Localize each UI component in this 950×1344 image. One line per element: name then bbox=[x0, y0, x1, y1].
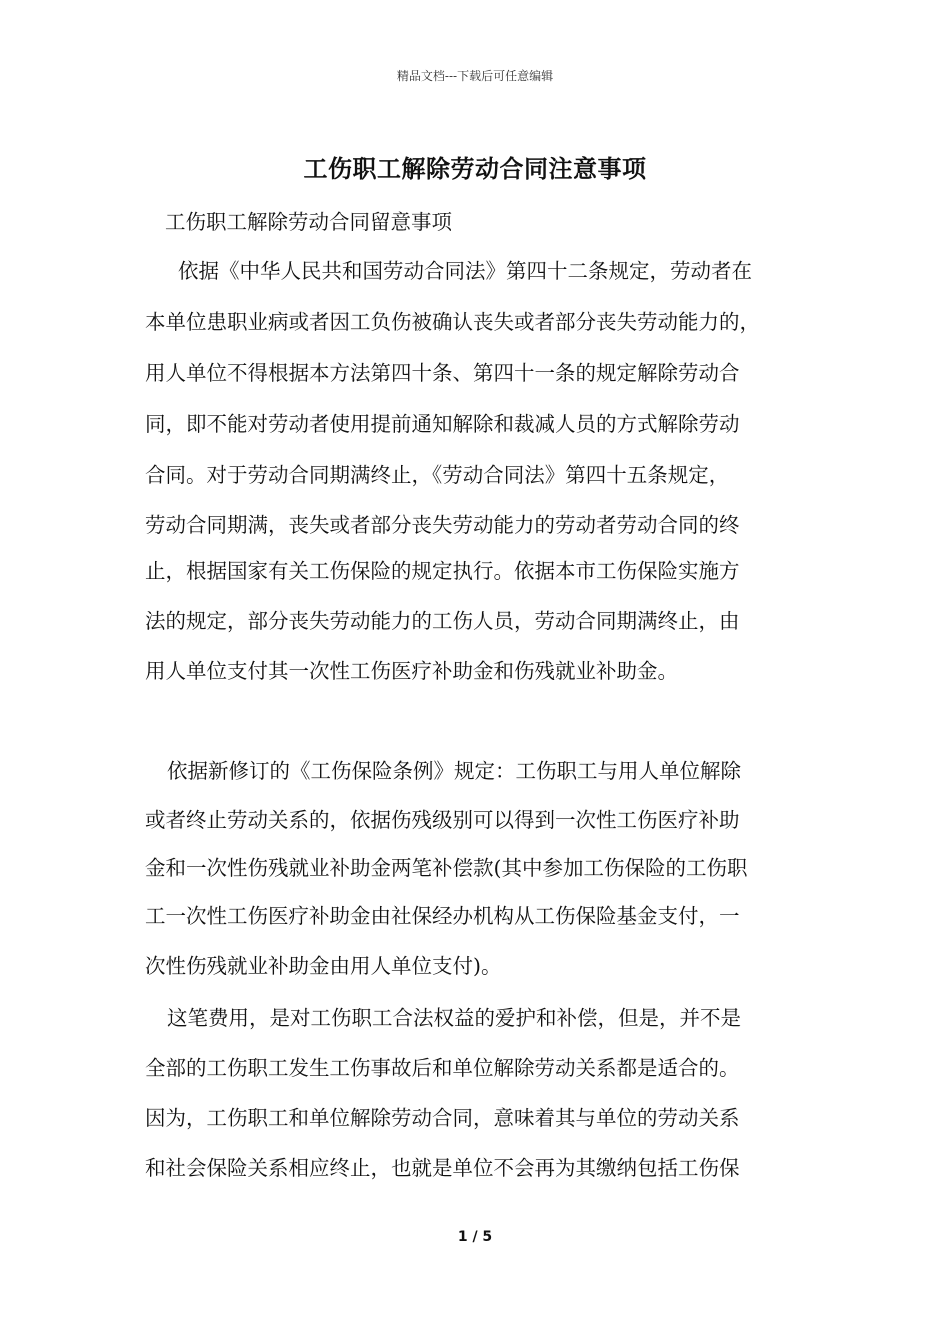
subtitle-line: 工伤职工解除劳动合同留意事项 bbox=[165, 210, 452, 234]
body-line: 因为，工伤职工和单位解除劳动合同，意味着其与单位的劳动关系 bbox=[145, 1106, 740, 1130]
body-line: 本单位患职业病或者因工负伤被确认丧失或者部分丧失劳动能力的， bbox=[145, 310, 760, 334]
body-line: 用人单位不得根据本方法第四十条、第四十一条的规定解除劳动合 bbox=[145, 361, 740, 385]
body-line: 和社会保险关系相应终止，也就是单位不会再为其缴纳包括工伤保 bbox=[145, 1156, 740, 1180]
body-line: 次性伤残就业补助金由用人单位支付)。 bbox=[145, 954, 502, 978]
body-line: 法的规定，部分丧失劳动能力的工伤人员，劳动合同期满终止，由 bbox=[145, 609, 740, 633]
body-line: 合同。对于劳动合同期满终止，《劳动合同法》第四十五条规定， bbox=[145, 463, 730, 487]
body-line: 止，根据国家有关工伤保险的规定执行。依据本市工伤保险实施方 bbox=[145, 559, 740, 583]
body-line: 依据《中华人民共和国劳动合同法》第四十二条规定，劳动者在 bbox=[178, 259, 752, 283]
body-line: 劳动合同期满，丧失或者部分丧失劳动能力的劳动者劳动合同的终 bbox=[145, 513, 740, 537]
header-note: 精品文档---下载后可任意编辑 bbox=[396, 69, 554, 83]
body-line: 金和一次性伤残就业补助金两笔补偿款(其中参加工伤保险的工伤职 bbox=[145, 856, 748, 880]
body-line: 或者终止劳动关系的，依据伤残级别可以得到一次性工伤医疗补助 bbox=[145, 808, 740, 832]
body-line: 用人单位支付其一次性工伤医疗补助金和伤残就业补助金。 bbox=[145, 659, 678, 683]
document-title: 工伤职工解除劳动合同注意事项 bbox=[303, 154, 647, 183]
body-line: 全部的工伤职工发生工伤事故后和单位解除劳动关系都是适合的。 bbox=[145, 1056, 740, 1080]
body-line: 依据新修订的《工伤保险条例》规定：工伤职工与用人单位解除 bbox=[167, 759, 741, 783]
body-line: 这笔费用，是对工伤职工合法权益的爱护和补偿，但是，并不是 bbox=[167, 1006, 741, 1030]
body-line: 工一次性工伤医疗补助金由社保经办机构从工伤保险基金支付，一 bbox=[145, 904, 740, 928]
page-number: 1 / 5 bbox=[457, 1229, 493, 1245]
body-line: 同，即不能对劳动者使用提前通知解除和裁减人员的方式解除劳动 bbox=[145, 412, 740, 436]
